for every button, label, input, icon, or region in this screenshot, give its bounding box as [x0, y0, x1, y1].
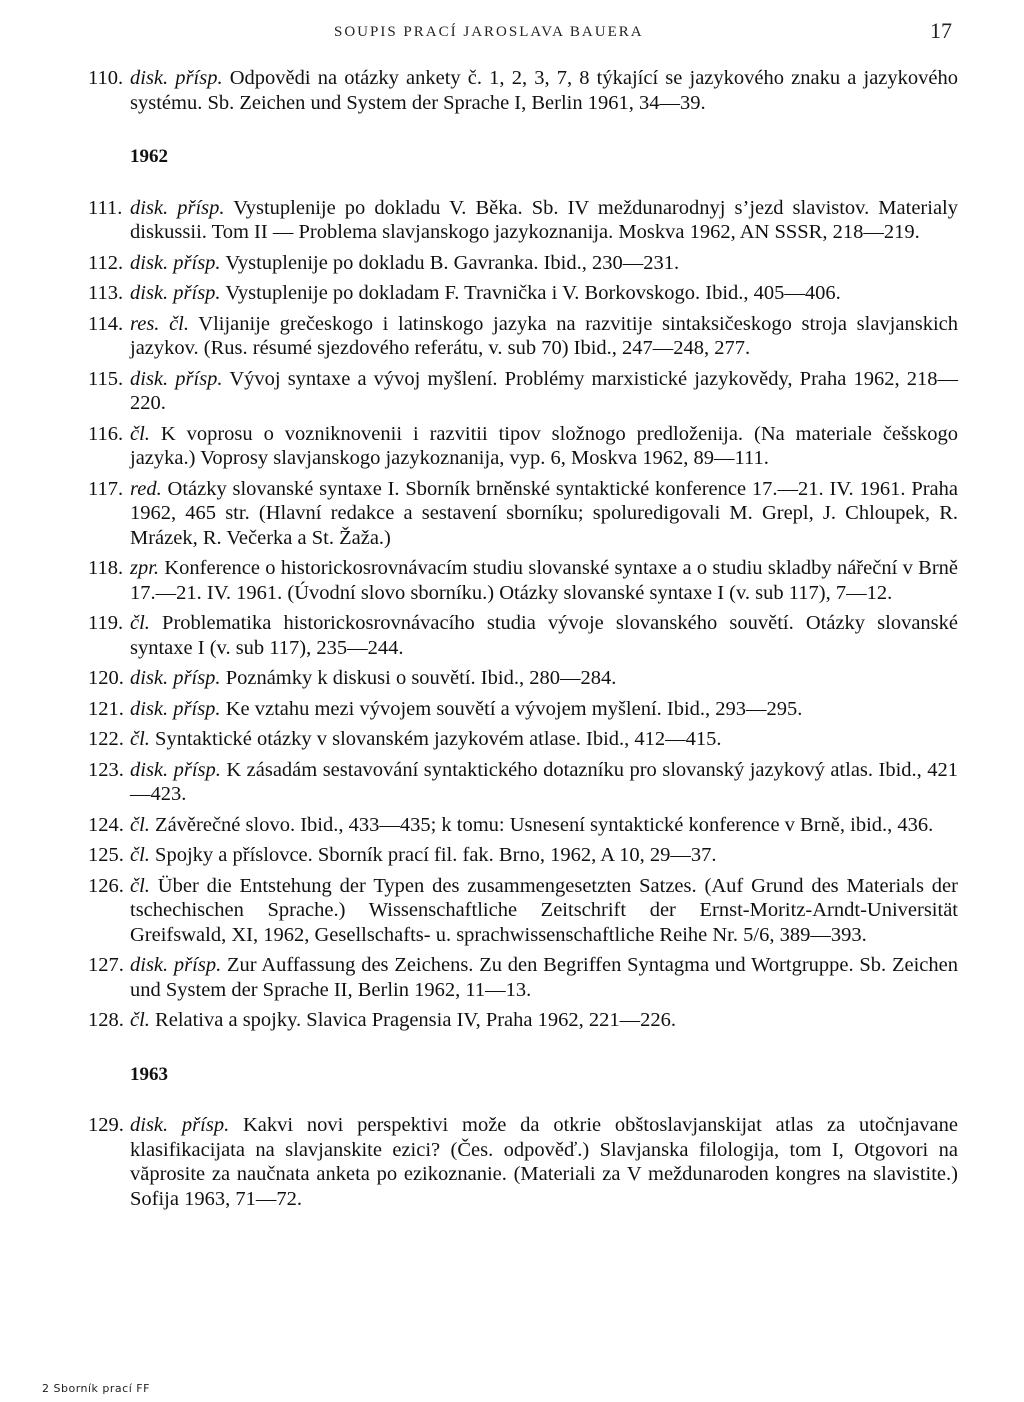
signature-mark: 2 Sborník prací FF: [42, 1382, 150, 1395]
page-number: 17: [930, 18, 952, 43]
entry-number: 120.: [88, 667, 124, 689]
entry-type: disk. přísp.: [130, 67, 223, 89]
entry-type: čl.: [130, 1009, 150, 1031]
entry-number: 114.: [88, 312, 124, 335]
entry-type: disk. přísp.: [130, 196, 225, 219]
bibliography-entry-127: [88, 953, 958, 1002]
bibliography-entry-123: [88, 758, 958, 807]
entry-type: zpr.: [130, 557, 160, 579]
entry-text: Závěrečné slovo. Ibid., 433—435; k tomu: Usnesení syntaktické konference v Brně, ibid., 436.: [149, 813, 934, 836]
bibliography-entry-122: [88, 727, 958, 752]
entry-number: 127.: [88, 954, 124, 976]
section-1963: [88, 1063, 958, 1212]
running-title: SOUPIS PRACÍ JAROSLAVA BAUERA: [334, 24, 644, 40]
entry-text: Ke vztahu mezi vývojem souvětí a vývojem myšlení. Ibid., 293—295.: [220, 697, 803, 720]
bibliography-entry-111: [88, 196, 958, 245]
entry-number: 115.: [88, 367, 124, 390]
year-heading: 1963: [130, 1063, 168, 1085]
entry-number: 123.: [88, 758, 124, 781]
entry-type: čl.: [130, 422, 150, 445]
entry-text: Kakvi novi perspektivi može da otkrie obštoslavjanskijat atlas za utočnjavane klasifikacijata na slavjanskite ezici? (Čes. odpověď.) Slavjanska filologija, tom I, Otgovori na văprosite za naučnata anketa po ezikoznanie. (Materiali za V meždunaroden kongres na slavistite.) Sofija 1963, 71—72.: [130, 1114, 958, 1210]
entry-text: Vystuplenije po dokladu B. Gavranka. Ibid., 230—231.: [220, 251, 680, 274]
entry-text: Relativa a spojky. Slavica Pragensia IV, Praha 1962, 221—226.: [149, 1009, 676, 1031]
entry-type: disk. přísp.: [130, 667, 221, 689]
entry-type: čl.: [130, 874, 150, 897]
entry-type: disk. přísp.: [130, 282, 221, 304]
entry-type: red.: [130, 477, 162, 500]
bibliography-entry-110: [88, 66, 958, 115]
bibliography-entry-129: [88, 1113, 958, 1211]
entry-text: Otázky slovanské syntaxe I. Sborník brněnské syntaktické konference 17.—21. IV. 1961. Praha 1962, 465 str. (Hlavní redakce a sestavení sborníku; spoluredigovali M. Grepl, J. Chloupek, R. Mrázek, R. Večerka a St. Žaža.): [130, 477, 958, 549]
entry-number: 117.: [88, 477, 124, 500]
entry-number: 129.: [88, 1114, 124, 1136]
bibliography-entry-121: [88, 697, 958, 722]
bibliography-entry-118: [88, 556, 958, 605]
entry-text: Konference o historickosrovnávacím studiu slovanské syntaxe a o studiu skladby nářeční v Brně 17.—21. IV. 1961. (Úvodní slovo sborníku.) Otázky slovanské syntaxe I (v. sub 117), 7—12.: [130, 557, 958, 604]
entry-number: 118.: [88, 557, 124, 579]
entry-type: disk. přísp.: [130, 758, 221, 781]
entry-text: Vystuplenije po dokladu V. Běka. Sb. IV meždunarodnyj s’jezd slavistov. Materialy diskussii. Tom II — Problema slavjanskogo jazykoznanija. Moskva 1962, AN SSSR, 218—219.: [130, 196, 958, 243]
entry-text: Zur Auffassung des Zeichens. Zu den Begriffen Syntagma und Wortgruppe. Sb. Zeichen und System der Sprache II, Berlin 1962, 11—13.: [130, 954, 958, 1001]
entry-text: Problematika historickosrovnávacího studia vývoje slovanského souvětí. Otázky slovanské syntaxe I (v. sub 117), 235—244.: [130, 612, 958, 659]
section-1961: [88, 66, 958, 115]
entry-type: čl.: [130, 813, 150, 836]
entry-type: disk. přísp.: [130, 697, 221, 720]
entry-number: 112.: [88, 251, 124, 274]
entry-text: K voprosu o vozniknovenii i razvitii tipov složnogo predloženija. (Na materiale češskogo jazyka.) Voprosy slavjanskogo jazykoznanija, vyp. 6, Moskva 1962, 89—111.: [130, 422, 958, 469]
entry-number: 122.: [88, 728, 124, 750]
bibliography-entry-117: [88, 477, 958, 551]
bibliography-entry-126: [88, 874, 958, 948]
entry-text: Vývoj syntaxe a vývoj myšlení. Problémy marxistické jazykovědy, Praha 1962, 218—220.: [130, 367, 958, 414]
entry-text: K zásadám sestavování syntaktického dotazníku pro slovanský jazykový atlas. Ibid., 421—423.: [130, 758, 958, 805]
bibliography-entry-112: [88, 251, 958, 276]
entry-number: 121.: [88, 697, 124, 720]
entry-number: 124.: [88, 813, 124, 836]
entry-type: disk. přísp.: [130, 367, 223, 390]
entry-text: Über die Entstehung der Typen des zusammengesetzten Satzes. (Auf Grund des Materials der tschechischen Sprache.) Wissenschaftliche Zeitschrift der Ernst-Moritz-Arndt-Universität Greifswald, XI, 1962, Gesellschafts- u. sprachwissenschaftliche Reihe Nr. 5/6, 389—393.: [130, 874, 958, 946]
entry-type: čl.: [130, 612, 150, 634]
bibliography-entry-119: [88, 611, 958, 660]
entry-text: Spojky a příslovce. Sborník prací fil. fak. Brno, 1962, A 10, 29—37.: [149, 844, 717, 866]
entry-type: disk. přísp.: [130, 954, 222, 976]
entry-type: disk. přísp.: [130, 1114, 230, 1136]
bibliography-entry-128: [88, 1008, 958, 1033]
bibliography-entry-116: [88, 422, 958, 471]
entry-number: 126.: [88, 874, 124, 897]
entry-number: 110.: [88, 67, 124, 89]
bibliography-entry-114: [88, 312, 958, 361]
entry-text: Odpovědi na otázky ankety č. 1, 2, 3, 7, 8 týkající se jazykového znaku a jazykového systému. Sb. Zeichen und System der Sprache I, Berlin 1961, 34—39.: [130, 67, 958, 114]
entry-type: čl.: [130, 844, 150, 866]
entry-number: 116.: [88, 422, 124, 445]
bibliography-body: [88, 66, 958, 1217]
entry-type: disk. přísp.: [130, 251, 221, 274]
year-heading: 1962: [130, 146, 168, 167]
page-header: [0, 18, 1024, 48]
entry-text: Syntaktické otázky v slovanském jazykovém atlase. Ibid., 412—415.: [149, 728, 722, 750]
bibliography-entry-125: [88, 843, 958, 868]
entry-number: 113.: [88, 282, 124, 304]
entry-number: 128.: [88, 1009, 124, 1031]
bibliography-entry-113: [88, 281, 958, 306]
entry-type: res. čl.: [130, 312, 189, 335]
entry-text: Vystuplenije po dokladam F. Travnička i V. Borkovskogo. Ibid., 405—406.: [220, 282, 841, 304]
entry-text: Poznámky k diskusi o souvětí. Ibid., 280—284.: [220, 667, 617, 689]
bibliography-entry-120: [88, 666, 958, 691]
entry-number: 111.: [88, 196, 123, 219]
bibliography-entry-115: [88, 367, 958, 416]
entry-text: Vlijanije grečeskogo i latinskogo jazyka na razvitije sintaksičeskogo stroja slavjanskich jazykov. (Rus. résumé sjezdového referátu, v. sub 70) Ibid., 247—248, 277.: [130, 312, 958, 359]
entry-number: 125.: [88, 844, 124, 866]
entry-type: čl.: [130, 728, 150, 750]
bibliography-entry-124: [88, 813, 958, 838]
section-1962: [88, 145, 958, 1033]
entry-number: 119.: [88, 612, 124, 634]
